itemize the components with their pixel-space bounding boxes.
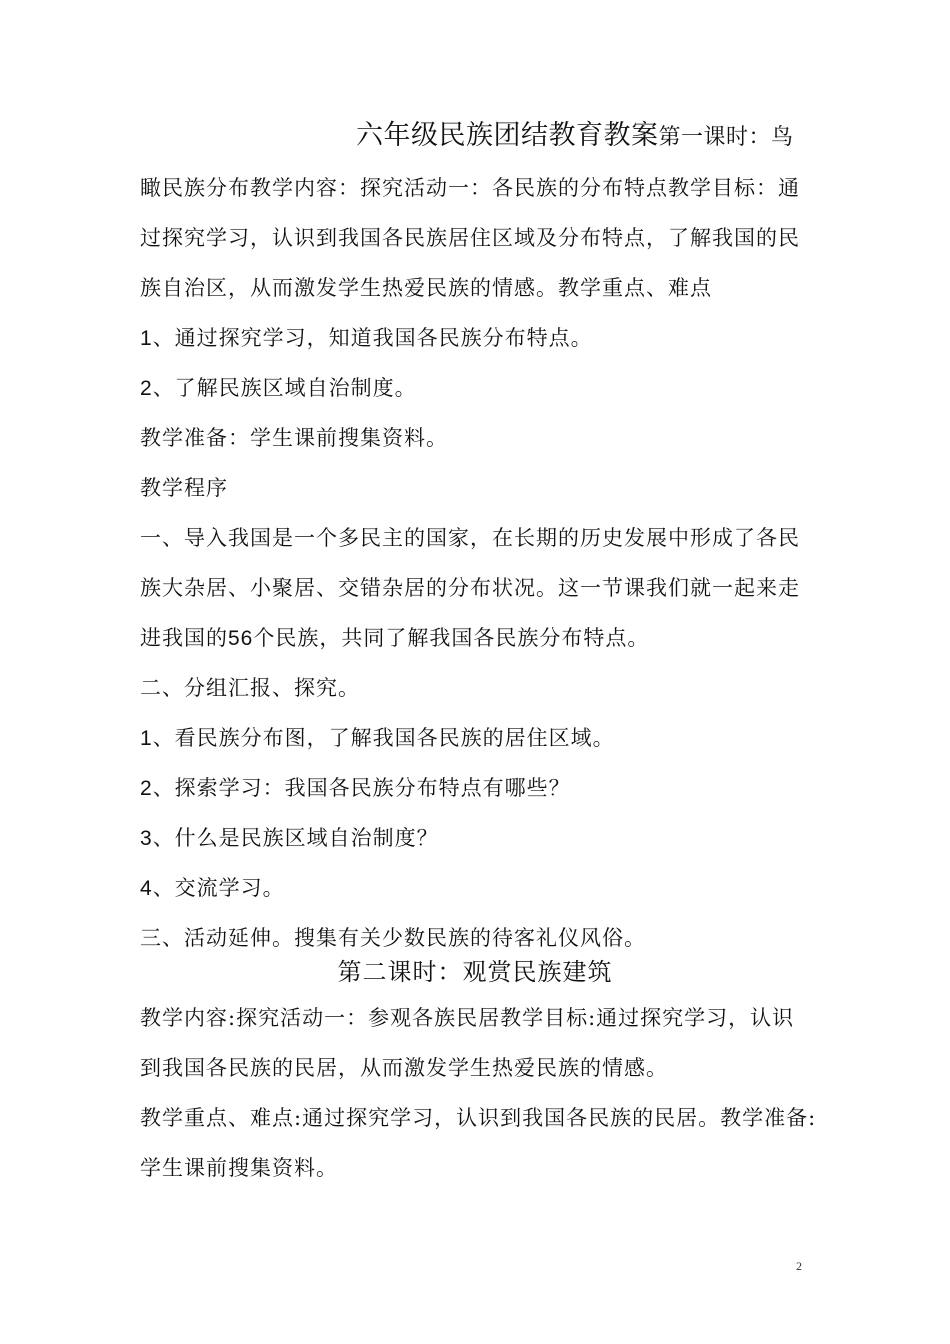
text-after: 个民族，共同了解我国各民族分布特点。 [253, 626, 650, 650]
item-number: 3 [140, 827, 153, 850]
paragraph-line: 一、导入我国是一个多民主的国家，在长期的历史发展中形成了各民 [140, 526, 800, 550]
item-text: 、什么是民族区域自治制度？ [152, 826, 439, 850]
item-text: 、通过探究学习，知道我国各民族分布特点。 [152, 326, 593, 350]
item-number: 1 [140, 727, 153, 750]
item-number: 4 [140, 877, 153, 900]
item-text: 、交流学习。 [152, 876, 285, 900]
section-3: 三、活动延伸。搜集有关少数民族的待客礼仪风俗。 [140, 926, 646, 950]
paragraph-line [140, 628, 649, 649]
item-text: 、看民族分布图，了解我国各民族的居住区域。 [152, 726, 615, 750]
procedure-heading: 教学程序 [140, 476, 228, 500]
document-title [356, 122, 794, 149]
section-2-item [140, 728, 615, 749]
paragraph-line: 到我国各民族的民居，从而激发学生热爱民族的情感。 [140, 1056, 668, 1080]
teaching-prep: 教学准备：学生课前搜集资料。 [140, 426, 448, 450]
section-2-item [140, 778, 571, 799]
paragraph-line: 瞰民族分布教学内容：探究活动一：各民族的分布特点教学目标：通 [140, 176, 800, 200]
paragraph-line: 过探究学习，认识到我国各民族居住区域及分布特点，了解我国的民 [140, 226, 800, 250]
number-56: 56 [228, 627, 254, 650]
paragraph-line: 教学重点、难点:通过探究学习，认识到我国各民族的民居。教学准备: [140, 1106, 817, 1130]
paragraph-line: 族大杂居、小聚居、交错杂居的分布状况。这一节课我们就一起来走 [140, 576, 800, 600]
title-main: 六年级民族团结教育教案 [356, 120, 659, 151]
key-point-item [140, 378, 417, 399]
item-number: 2 [140, 377, 153, 400]
item-number: 2 [140, 777, 153, 800]
paragraph-line: 族自治区，从而激发学生热爱民族的情感。教学重点、难点 [140, 276, 712, 300]
text-before: 进我国的 [140, 626, 228, 650]
section-2-item [140, 878, 285, 899]
paragraph-line: 学生课前搜集资料。 [140, 1156, 338, 1180]
item-number: 1 [140, 327, 153, 350]
section-2-item [140, 828, 439, 849]
item-text: 、了解民族区域自治制度。 [152, 376, 417, 400]
lesson-2-heading: 第二课时：观赏民族建筑 [337, 958, 613, 986]
page-number: 2 [796, 1259, 802, 1273]
item-text: 、探索学习：我国各民族分布特点有哪些？ [152, 776, 571, 800]
paragraph-line: 教学内容:探究活动一：参观各族民居教学目标:通过探究学习，认识 [140, 1006, 795, 1030]
section-2-heading: 二、分组汇报、探究。 [140, 676, 360, 700]
key-point-item [140, 328, 593, 349]
title-sub: 第一课时：鸟 [658, 125, 794, 150]
